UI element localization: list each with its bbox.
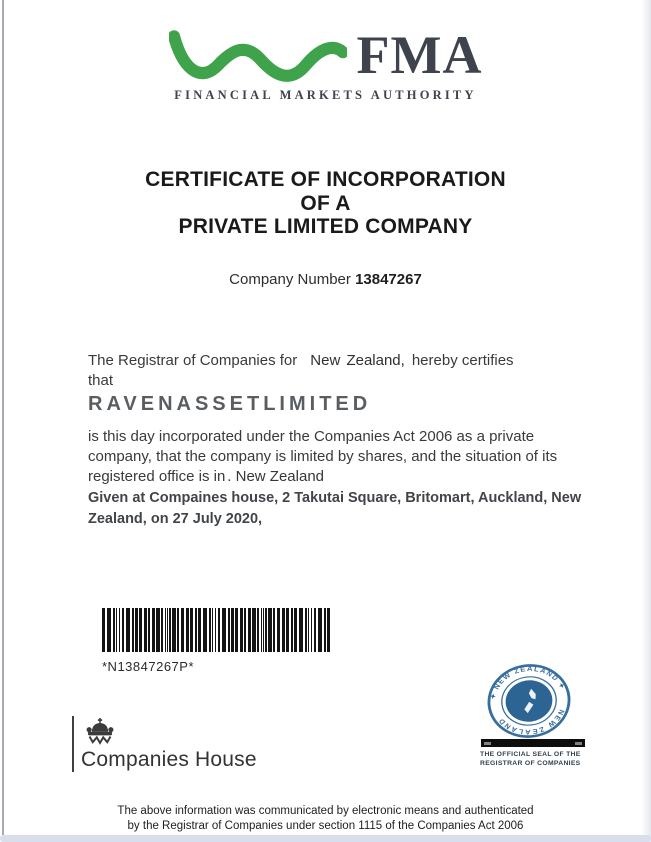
barcode: [102, 608, 330, 674]
title-line-1: CERTIFICATE OF INCORPORATION: [145, 168, 506, 191]
given-at-statement: [88, 487, 590, 530]
paragraph-line-1: is this day incorporated under the Companies Act 2006 as a private: [88, 428, 535, 445]
registrar-that: that: [88, 372, 114, 389]
registrar-prefix: The Registrar of Companies for: [88, 352, 298, 369]
fma-wave-icon: [169, 27, 347, 83]
fma-wordmark: FMA: [356, 25, 483, 85]
barcode-bars: [102, 608, 330, 652]
registrar-suffix: hereby certifies: [411, 352, 514, 369]
incorporation-paragraph: [88, 427, 590, 487]
seal-caption: [480, 751, 592, 769]
seal-divider-bar: [481, 739, 585, 747]
royal-crown-icon: [82, 718, 118, 747]
companies-house-rule: [72, 716, 74, 772]
company-number-label: Company Number: [229, 271, 351, 288]
seal-ring-text-bottom: NEW ZEALAND: [495, 708, 567, 737]
companies-house-name: Companies House: [81, 748, 257, 771]
seal-caption-line-2: REGISTRAR OF COMPANIES: [480, 759, 581, 767]
footer-line-2: by the Registrar of Companies under section 1115 of the Companies Act 2006: [127, 819, 524, 832]
company-name: RAVENASSETLIMITED: [88, 393, 372, 415]
fma-header: [0, 24, 651, 103]
seal-bar-mark-right: [575, 742, 582, 745]
fma-tagline: FINANCIAL MARKETS AUTHORITY: [174, 88, 477, 102]
registrar-line: [88, 351, 590, 371]
seal-ring-text-top: ✦ NEW ZEALAND ✦: [487, 664, 568, 700]
footer-line-1: The above information was communicated by electronic means and authenticated: [117, 805, 534, 817]
registrar-seal: [481, 657, 577, 744]
seal-caption-line-1: THE OFFICIAL SEAL OF THE: [480, 751, 581, 758]
certificate-body: [88, 351, 590, 530]
seal-bar-mark-left: [484, 742, 491, 745]
paragraph-line-3: registered office is in: [88, 468, 226, 485]
title-line-2: OF A: [300, 191, 351, 215]
title-line-3: PRIVATE LIMITED COMPANY: [178, 215, 473, 238]
company-number-value: 13847267: [355, 271, 422, 288]
registrar-region: New Zealand,: [310, 352, 405, 369]
fma-logo: [0, 24, 651, 86]
given-line-1: Given at Compaines house, 2 Takutai Square, Britomart, Auckland, New: [88, 490, 582, 506]
barcode-value: *N13847267P*: [102, 659, 195, 674]
paragraph-line-2: company, that the company is limited by shares, and the situation of its: [88, 448, 558, 465]
given-line-2: Zealand, on 27 July 2020,: [88, 511, 263, 527]
registered-office-location: . New Zealand: [227, 468, 325, 485]
scan-left-edge: [2, 0, 4, 835]
authentication-footer: [0, 804, 651, 833]
certificate-title: [0, 168, 651, 239]
scan-right-shadow: [641, 0, 651, 842]
scan-bottom-strip: [0, 835, 651, 842]
company-number: [0, 271, 651, 288]
